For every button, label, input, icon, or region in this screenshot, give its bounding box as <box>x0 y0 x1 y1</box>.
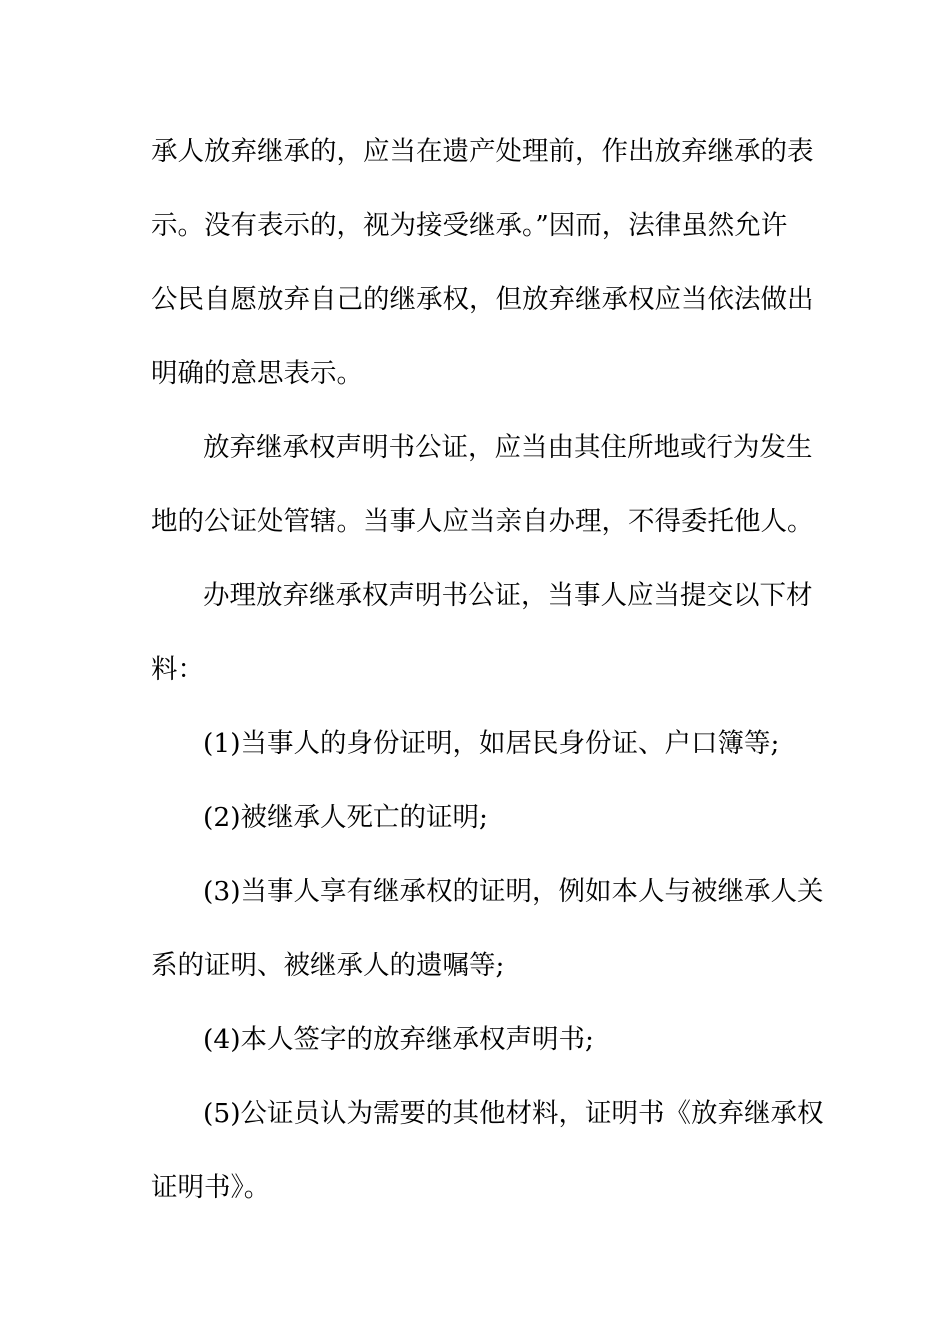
list-item: (4)本人签字的放弃继承权声明书; <box>203 1024 594 1055</box>
text-line: 公民自愿放弃自己的继承权，但放弃继承权应当依法做出 <box>151 284 814 315</box>
text-line: 系的证明、被继承人的遗嘱等; <box>151 950 505 981</box>
text-line: 地的公证处管辖。当事人应当亲自办理，不得委托他人。 <box>151 506 814 537</box>
text-line: 放弃继承权声明书公证，应当由其住所地或行为发生 <box>203 432 813 463</box>
text-line: 办理放弃继承权声明书公证，当事人应当提交以下材 <box>203 580 813 611</box>
text-line: 承人放弃继承的，应当在遗产处理前，作出放弃继承的表 <box>151 136 814 167</box>
text-line: 示。没有表示的，视为接受继承。”因而，法律虽然允许 <box>151 210 788 241</box>
list-item: (2)被继承人死亡的证明; <box>203 802 488 833</box>
document-body <box>151 124 824 1234</box>
list-item: (3)当事人享有继承权的证明，例如本人与被继承人关 <box>203 876 824 907</box>
text-line: 明确的意思表示。 <box>151 358 363 389</box>
list-item: (5)公证员认为需要的其他材料，证明书《放弃继承权 <box>203 1098 824 1129</box>
text-line: 证明书》。 <box>151 1172 271 1203</box>
list-item: (1)当事人的身份证明，如居民身份证、户口簿等; <box>203 728 780 759</box>
text-line: 料： <box>151 654 204 685</box>
